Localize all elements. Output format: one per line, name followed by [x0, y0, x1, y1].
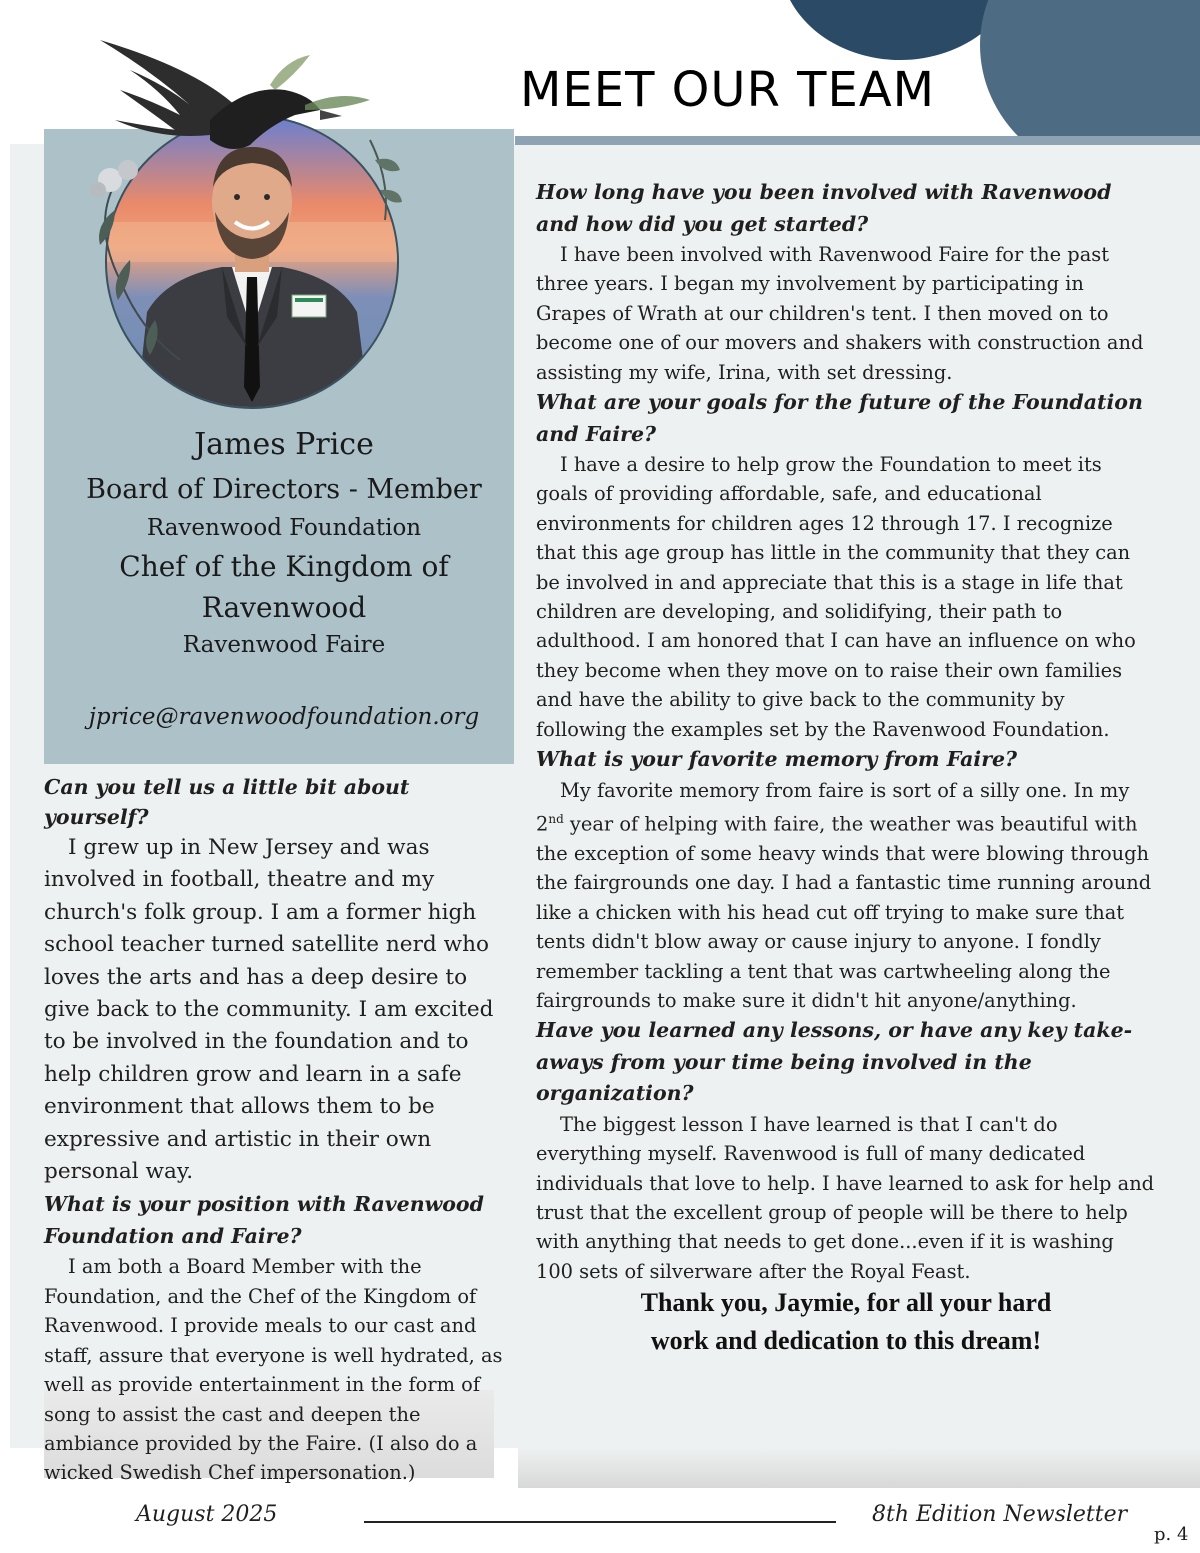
panel-shadow-right: [518, 1448, 1200, 1488]
answer-how-long: I have been involved with Ravenwood Faire for the past three years. I began my involvement by participating in Grapes of Wrath at our children's tent. I then moved on to become one of our movers and shakers with construction and assisting my wife, Irina, with set dressing.: [536, 243, 1144, 384]
answer-favorite-memory: [536, 776, 1156, 1016]
raven-illustration: [70, 30, 410, 390]
profile-org-faire: Ravenwood Faire: [182, 632, 386, 658]
question-about-yourself: Can you tell us a little bit about yourself?: [44, 775, 410, 829]
answer-memory-rest: year of helping with faire, the weather was beautiful with the exception of some heavy winds that were blowing through the fairgrounds one day. I had a fantastic time running around like a chicken with his head cut off trying to make sure that tents didn't blow away or cause injury to anyone. I fondly remember tackling a tent that was cartwheeling along the fairgrounds to make sure it didn't hit anyone/anything.: [536, 812, 1152, 1012]
question-lessons: Have you learned any lessons, or have any key take-aways from your time being involved in the organization?: [536, 1018, 1133, 1106]
answer-goals: I have a desire to help grow the Foundation to meet its goals of providing affordable, safe, and educational environments for children ages 12 through 17. I recognize that this age group has little in the community that they can be involved in and appreciate that this is a stage in life that children are developing, and solidifying, their path to adulthood. I am honored that I can have an influence on who they become when they move on to raise their own families and have the ability to give back to the community by following the examples set by the Ravenwood Foundation.: [536, 453, 1136, 741]
question-favorite-memory: What is your favorite memory from Faire?: [536, 747, 1018, 772]
profile-role-board: Board of Directors - Member: [86, 474, 482, 505]
answer-lessons: The biggest lesson I have learned is that I can't do everything myself. Ravenwood is full of many dedicated individuals that love to help. I have learned to ask for help and trust that the excellent group of people will be there to help with anything that needs to get done...even if it is washing 100 sets of silverware after the Royal Feast.: [536, 1112, 1155, 1283]
profile-role-chef-line2: Ravenwood: [201, 591, 367, 624]
profile-role-chef-line1: Chef of the Kingdom of: [119, 550, 449, 583]
profile-email-link[interactable]: jprice@ravenwoodfoundation.org: [88, 704, 480, 730]
footer-divider: [364, 1521, 836, 1523]
footer-edition: 8th Edition Newsletter: [872, 1502, 1128, 1527]
title-underline: [515, 136, 1200, 145]
right-column: [536, 177, 1156, 1286]
page-number: p. 4: [1154, 1524, 1189, 1545]
question-goals: What are your goals for the future of the Foundation and Faire?: [536, 390, 1143, 446]
question-how-long: How long have you been involved with Ravenwood and how did you get started?: [536, 180, 1112, 236]
ordinal-suffix: nd: [548, 812, 564, 826]
page-title: MEET OUR TEAM: [520, 62, 936, 118]
question-position: What is your position with Ravenwood Foundation and Faire?: [44, 1192, 484, 1249]
answer-about-yourself: I grew up in New Jersey and was involved in football, theatre and my church's folk group. I am a former high school teacher turned satellite nerd who loves the arts and has a deep desire to give back to the community. I am excited to be involved in the foundation and to help children grow and learn in a safe environment that allows them to be expressive and artistic in their own personal way.: [44, 835, 494, 1185]
footer-date: August 2025: [136, 1502, 278, 1527]
answer-position: I am both a Board Member with the Foundation, and the Chef of the Kingdom of Ravenwood. I provide meals to our cast and staff, assure that everyone is well hydrated, as well as provide entertainment in the form of song to assist the cast and deepen the ambiance provided by the Faire. (I also do a wicked Swedish Chef impersonation.): [44, 1255, 503, 1485]
thank-you-message: Thank you, Jaymie, for all your hard work and dedication to this dream!: [640, 1288, 1052, 1355]
profile-name: James Price: [194, 427, 374, 462]
profile-org-foundation: Ravenwood Foundation: [146, 515, 422, 541]
answer-memory-start: My favorite memory from faire is sort of a silly one. In my 2: [536, 778, 1130, 836]
left-column: [44, 772, 514, 1488]
